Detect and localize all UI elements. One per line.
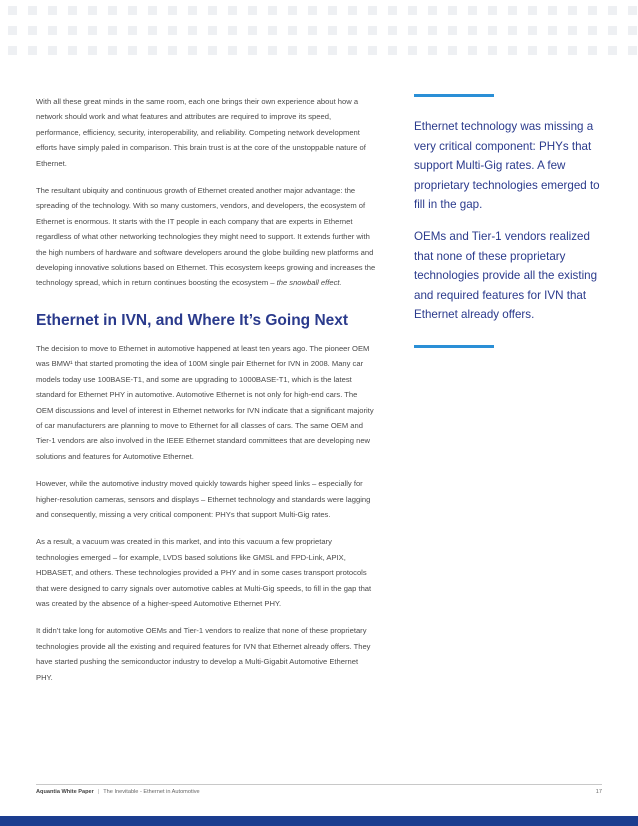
paragraph: With all these great minds in the same room, each one brings their own experience about how a network should work and what features and attributes are required to improve its speed, performance, efficiency, security, interoperability, and reliability. Competing network development efforts have simply paled in comparison. This brain trust is at the core of the unstoppable nature of Ethernet. bbox=[36, 97, 366, 168]
decorative-square bbox=[8, 26, 17, 35]
decorative-square bbox=[408, 46, 417, 55]
paragraph: The decision to move to Ethernet in automotive happened at least ten years ago. The pioneer OEM was BMW¹ that started promoting the idea of 100M single pair Ethernet for IVN in 2008. Many car models today use 100BASE-T1, and some are upgrading to 1000BASE-T1, which is the latest standard for Ethernet PHY in automotive. Automotive Ethernet is not only for high-end cars. The OEM discussions and level of interest in Ethernet networks for IVN indicate that a significant majority of car manufacturers are planning to move to Ethernet for all classes of cars. The same OEM and Tier-1 vendors are also involved in the IEEE Ethernet standard committees that are developing new solutions and features for Automotive Ethernet. bbox=[36, 343, 374, 461]
decorative-square bbox=[568, 26, 577, 35]
decorative-square bbox=[208, 26, 217, 35]
decorative-square bbox=[168, 6, 177, 15]
decorative-square bbox=[628, 46, 637, 55]
decorative-square bbox=[148, 46, 157, 55]
decorative-square bbox=[228, 46, 237, 55]
decorative-square bbox=[8, 6, 17, 15]
decorative-square bbox=[188, 46, 197, 55]
decorative-square bbox=[548, 6, 557, 15]
decorative-square bbox=[488, 46, 497, 55]
decorative-square bbox=[108, 46, 117, 55]
decorative-square bbox=[188, 26, 197, 35]
footer-separator: | bbox=[97, 789, 100, 795]
decorative-square bbox=[28, 6, 37, 15]
decorative-square bbox=[88, 6, 97, 15]
decorative-square bbox=[348, 6, 357, 15]
decorative-square bbox=[448, 6, 457, 15]
decorative-square bbox=[188, 6, 197, 15]
decorative-square bbox=[228, 26, 237, 35]
pull-quote-sidebar bbox=[414, 94, 604, 348]
decorative-square bbox=[468, 6, 477, 15]
decorative-square bbox=[228, 6, 237, 15]
decorative-square bbox=[108, 6, 117, 15]
decorative-square bbox=[468, 26, 477, 35]
page-number: 17 bbox=[595, 789, 602, 795]
decorative-square bbox=[628, 26, 637, 35]
decorative-square bbox=[368, 46, 377, 55]
decorative-square bbox=[48, 26, 57, 35]
decorative-square bbox=[528, 6, 537, 15]
decorative-square bbox=[248, 6, 257, 15]
pull-quote: OEMs and Tier-1 vendors realized that none of these proprietary technologies provide all the existing and required features for IVN that Ethernet already offers. bbox=[414, 229, 598, 322]
decorative-square bbox=[388, 46, 397, 55]
decorative-square bbox=[68, 46, 77, 55]
decorative-square bbox=[108, 26, 117, 35]
decorative-square bbox=[388, 26, 397, 35]
decorative-square bbox=[8, 46, 17, 55]
decorative-square bbox=[588, 6, 597, 15]
decorative-square bbox=[68, 26, 77, 35]
decorative-square bbox=[308, 26, 317, 35]
decorative-square bbox=[608, 26, 617, 35]
bottom-color-bar bbox=[0, 816, 638, 826]
decorative-square bbox=[128, 46, 137, 55]
decorative-square bbox=[408, 6, 417, 15]
footer-divider bbox=[36, 784, 602, 785]
decorative-square bbox=[148, 26, 157, 35]
decorative-square bbox=[268, 46, 277, 55]
paragraph-text: The resultant ubiquity and continuous growth of Ethernet created another major advantage: the spreading of the technology. With so many customers, vendors, and developers, the ecosystem of Ethernet is enormous. It starts with the IT people in each company that are experts in Ethernet regardless of what other networking technologies they might need to support. It extends further with the high numbers of hardware and software developers around the globe building new platforms and developing innovative solutions based on Ethernet. This ecosystem keeps growing and increases the technology spread, which in return continues boosting the ecosystem – bbox=[36, 186, 376, 288]
decorative-square bbox=[288, 46, 297, 55]
decorative-square bbox=[448, 26, 457, 35]
decorative-square bbox=[268, 6, 277, 15]
decorative-square bbox=[28, 26, 37, 35]
decorative-square bbox=[548, 46, 557, 55]
decorative-square bbox=[148, 6, 157, 15]
decorative-square bbox=[168, 46, 177, 55]
pull-quote: Ethernet technology was missing a very critical component: PHYs that support Multi-Gig rates. A few proprietary technologies emerged to fill in the gap. bbox=[414, 120, 600, 212]
decorative-square bbox=[388, 6, 397, 15]
decorative-square bbox=[168, 26, 177, 35]
decorative-square bbox=[348, 26, 357, 35]
decorative-square bbox=[48, 46, 57, 55]
paragraph: It didn’t take long for automotive OEMs and Tier-1 vendors to realize that none of these proprietary technologies provide all the existing and required features for IVN that Ethernet already offers. They have started pushing the semiconductor industry to develop a Multi-Gigabit Automotive Ethernet PHY. bbox=[36, 626, 371, 682]
decorative-square bbox=[248, 26, 257, 35]
paragraph: However, while the automotive industry moved quickly towards higher speed links – especially for higher-resolution cameras, sensors and displays – Ethernet technology and standards were lagging and consequently, missing a very critical component: PHYs that support Multi-Gig rates. bbox=[36, 479, 371, 519]
decorative-square bbox=[328, 46, 337, 55]
decorative-square bbox=[248, 46, 257, 55]
decorative-square bbox=[508, 6, 517, 15]
main-column bbox=[36, 94, 376, 697]
decorative-square bbox=[128, 26, 137, 35]
decorative-square bbox=[288, 6, 297, 15]
decorative-square bbox=[568, 6, 577, 15]
decorative-square bbox=[128, 6, 137, 15]
decorative-square bbox=[268, 26, 277, 35]
decorative-square bbox=[568, 46, 577, 55]
paragraph bbox=[36, 183, 376, 291]
decorative-square bbox=[88, 46, 97, 55]
decorative-square bbox=[628, 6, 637, 15]
emphasis-text: the snowball effect. bbox=[276, 278, 342, 288]
decorative-square bbox=[208, 6, 217, 15]
decorative-square bbox=[488, 6, 497, 15]
decorative-square bbox=[368, 26, 377, 35]
decorative-square bbox=[288, 26, 297, 35]
footer-doc-title: The Inevitable - Ethernet in Automotive bbox=[103, 789, 200, 795]
decorative-square bbox=[608, 46, 617, 55]
decorative-square bbox=[428, 46, 437, 55]
bottom-divider bbox=[414, 345, 494, 348]
decorative-square bbox=[328, 26, 337, 35]
decorative-square bbox=[608, 6, 617, 15]
decorative-square bbox=[428, 6, 437, 15]
decorative-square bbox=[528, 26, 537, 35]
paragraph: As a result, a vacuum was created in this market, and into this vacuum a few proprietary technologies emerged – for example, LVDS based solutions like GMSL and FPD-Link, APIX, HDBASET, and others. These technologies provided a PHY and in some cases transport protocols that were designed to carry signals over automotive cables at Multi-Gig speeds, to fill in the gap that was created by the absence of a higher-speed Automotive Ethernet PHY. bbox=[36, 537, 372, 608]
decorative-square bbox=[508, 46, 517, 55]
header-decoration bbox=[0, 0, 638, 64]
decorative-square bbox=[328, 6, 337, 15]
decorative-square bbox=[588, 26, 597, 35]
decorative-square bbox=[68, 6, 77, 15]
decorative-square bbox=[28, 46, 37, 55]
decorative-square bbox=[88, 26, 97, 35]
decorative-square bbox=[308, 46, 317, 55]
decorative-square bbox=[448, 46, 457, 55]
decorative-square bbox=[408, 26, 417, 35]
decorative-square bbox=[208, 46, 217, 55]
decorative-square bbox=[48, 6, 57, 15]
decorative-square bbox=[528, 46, 537, 55]
decorative-square bbox=[588, 46, 597, 55]
decorative-square bbox=[368, 6, 377, 15]
decorative-square bbox=[348, 46, 357, 55]
decorative-square bbox=[468, 46, 477, 55]
decorative-square bbox=[428, 26, 437, 35]
section-heading: Ethernet in IVN, and Where It’s Going Next bbox=[36, 311, 349, 329]
decorative-square bbox=[508, 26, 517, 35]
footer-brand: Aquantia White Paper bbox=[36, 789, 94, 795]
page-footer bbox=[36, 789, 602, 795]
decorative-square bbox=[308, 6, 317, 15]
decorative-square bbox=[548, 26, 557, 35]
decorative-square bbox=[488, 26, 497, 35]
